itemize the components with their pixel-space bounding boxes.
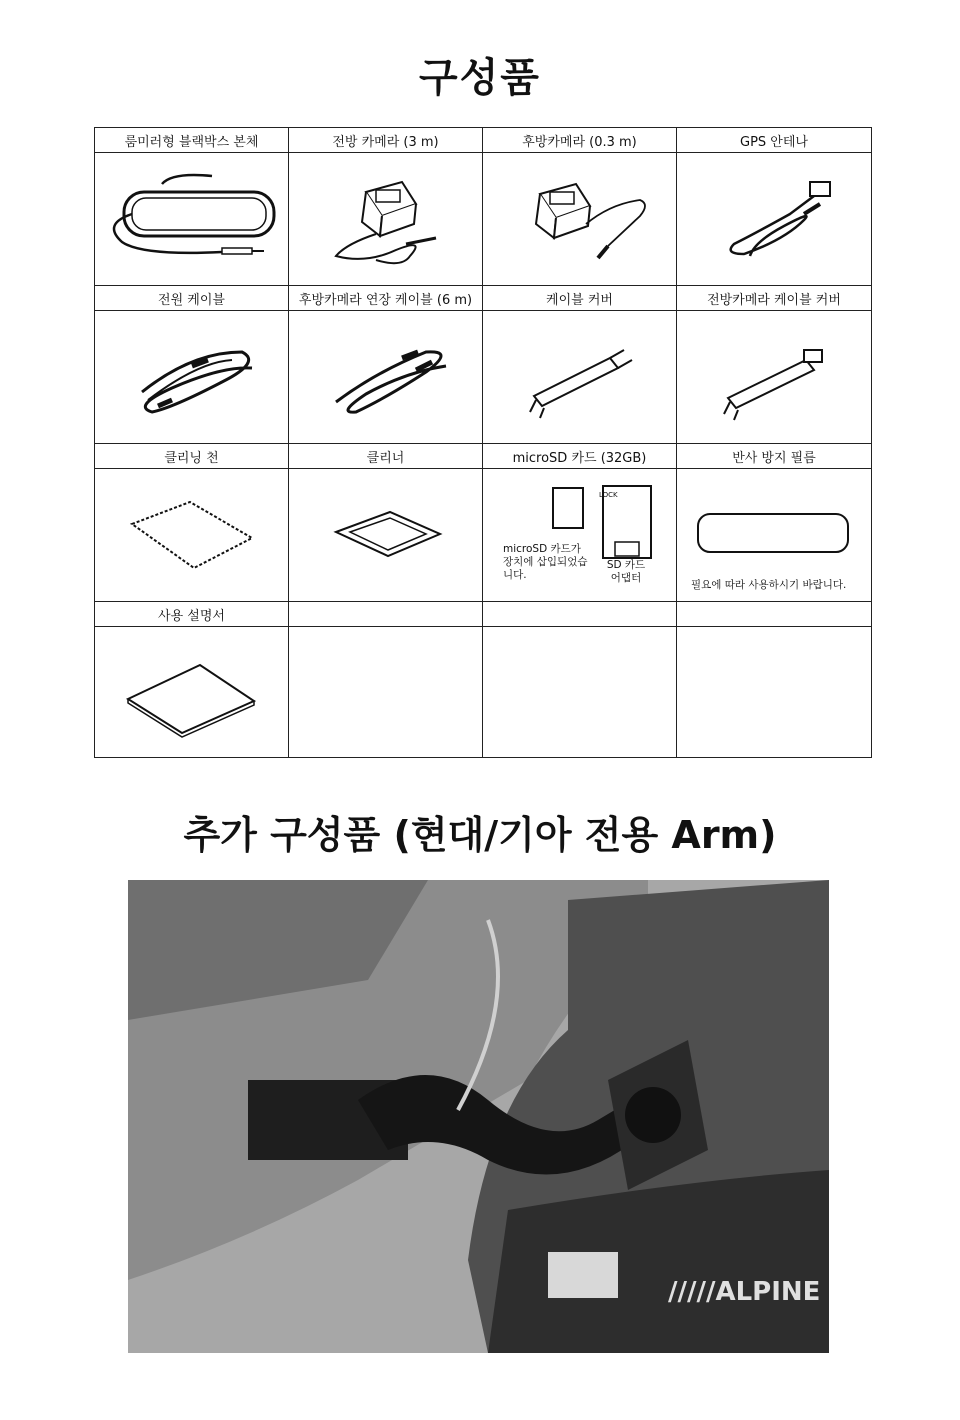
gps-antenna-drawing (694, 164, 854, 274)
sd-adapter-note: SD 카드 어댑터 (606, 559, 646, 585)
rear-camera-drawing (500, 164, 660, 274)
cell-front-cable-cover (677, 311, 872, 444)
components-table (94, 127, 872, 758)
power-cable-drawing (112, 322, 272, 432)
microsd-note: microSD 카드가 장치에 삽입되었습니다. (503, 543, 588, 582)
empty-cell (289, 627, 483, 758)
cell-power-cable (95, 311, 289, 444)
cell-front-camera (289, 153, 483, 286)
label-gps-antenna: GPS 안테나 (677, 128, 872, 153)
empty-label-cell (289, 602, 483, 627)
label-rear-extension-cable: 후방카메라 연장 케이블 (6 m) (289, 286, 483, 311)
photo-brand-text: /////ALPINE (668, 1277, 821, 1307)
lock-label: LOCK (599, 491, 618, 500)
label-front-cable-cover: 전방카메라 케이블 커버 (677, 286, 872, 311)
cable-cover-drawing (500, 322, 660, 432)
cell-cleaner (289, 469, 483, 602)
label-microsd: microSD 카드 (32GB) (483, 444, 677, 469)
label-cleaning-cloth: 클리닝 천 (95, 444, 289, 469)
cell-cable-cover (483, 311, 677, 444)
empty-cell (677, 627, 872, 758)
front-camera-drawing (306, 164, 466, 274)
cell-rear-extension-cable (289, 311, 483, 444)
film-note: 필요에 따라 사용하시기 바랍니다. (691, 579, 847, 592)
cell-cleaning-cloth (95, 469, 289, 602)
manual-drawing (112, 637, 272, 747)
mirror-body-drawing (102, 164, 282, 274)
extension-cable-drawing (306, 322, 466, 432)
page-title: 구성품 (419, 55, 541, 101)
empty-label-cell (483, 602, 677, 627)
cell-mirror-body (95, 153, 289, 286)
empty-label-cell (677, 602, 872, 627)
label-power-cable: 전원 케이블 (95, 286, 289, 311)
label-cable-cover: 케이블 커버 (483, 286, 677, 311)
arm-photo (128, 880, 829, 1353)
label-manual: 사용 설명서 (95, 602, 289, 627)
cell-gps-antenna (677, 153, 872, 286)
additional-components-title: 추가 구성품 (현대/기아 전용 Arm) (183, 813, 777, 857)
cleaner-drawing (306, 480, 466, 590)
empty-cell (483, 627, 677, 758)
arm-photo-drawing (128, 880, 829, 1353)
label-anti-reflection-film: 반사 방지 필름 (677, 444, 872, 469)
cell-microsd (483, 469, 677, 602)
cell-manual (95, 627, 289, 758)
cell-rear-camera (483, 153, 677, 286)
front-cable-cover-drawing (694, 322, 854, 432)
label-mirror-body: 룸미러형 블랙박스 본체 (95, 128, 289, 153)
label-front-camera: 전방 카메라 (3 m) (289, 128, 483, 153)
cell-anti-reflection-film (677, 469, 872, 602)
cleaning-cloth-drawing (112, 480, 272, 590)
label-rear-camera: 후방카메라 (0.3 m) (483, 128, 677, 153)
label-cleaner: 클리너 (289, 444, 483, 469)
